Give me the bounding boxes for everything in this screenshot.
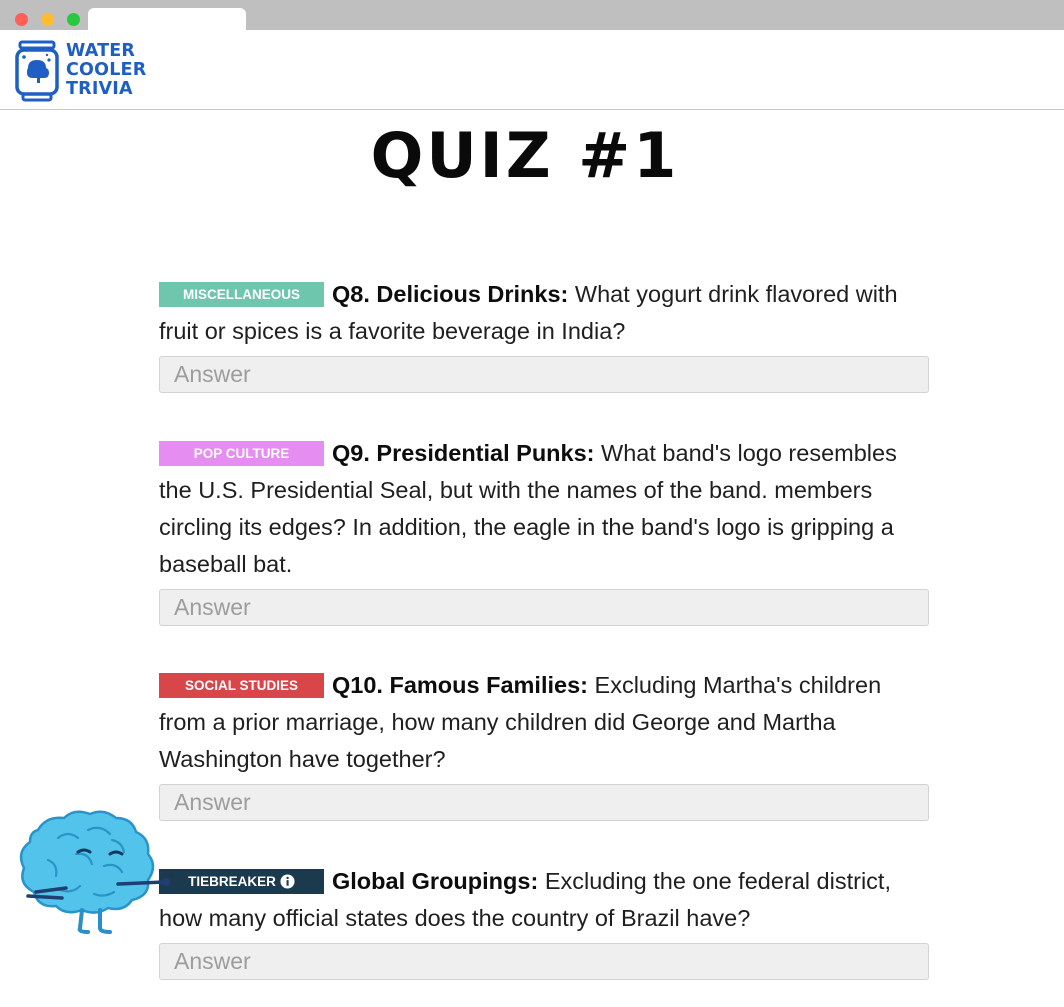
category-badge: MISCELLANEOUS bbox=[159, 282, 324, 307]
question-body: What yogurt drink flavored with fruit or spices is a favorite beverage in India? bbox=[159, 281, 898, 344]
info-icon[interactable] bbox=[280, 874, 295, 889]
water-cooler-brain-icon bbox=[14, 40, 60, 102]
browser-titlebar bbox=[0, 0, 1064, 30]
answer-input-tiebreaker[interactable] bbox=[159, 943, 929, 980]
question-body: Excluding the one federal district, how many official states does the country of Brazil have? bbox=[159, 868, 891, 931]
question-q9 bbox=[159, 435, 929, 626]
category-badge[interactable] bbox=[159, 869, 324, 894]
question-body: Excluding Martha's children from a prior marriage, how many children did George and Martha Washington have together? bbox=[159, 672, 882, 772]
question-tiebreaker bbox=[159, 863, 929, 980]
question-q10 bbox=[159, 667, 929, 821]
logo-line-1: WATER bbox=[66, 41, 136, 61]
answer-input-q8[interactable] bbox=[159, 356, 929, 393]
zoom-window-button[interactable] bbox=[67, 13, 80, 26]
question-text bbox=[159, 435, 929, 583]
question-text bbox=[159, 276, 929, 350]
question-body: What band's logo resembles the U.S. Presidential Seal, but with the names of the band. members circling its edges? In addition, the eagle in the band's logo is gripping a baseball bat. bbox=[159, 440, 897, 577]
answer-input-q10[interactable] bbox=[159, 784, 929, 821]
question-title: Q10. Famous Families: bbox=[332, 672, 588, 698]
logo-wordmark bbox=[66, 42, 166, 99]
minimize-window-button[interactable] bbox=[41, 13, 54, 26]
site-header bbox=[0, 30, 1064, 110]
logo-line-3: TRIVIA bbox=[66, 79, 133, 99]
question-title: Global Groupings: bbox=[332, 868, 539, 894]
page-title: QUIZ #1 bbox=[370, 119, 680, 192]
answer-input-q9[interactable] bbox=[159, 589, 929, 626]
close-window-button[interactable] bbox=[15, 13, 28, 26]
category-badge: SOCIAL STUDIES bbox=[159, 673, 324, 698]
question-title: Q8. Delicious Drinks: bbox=[332, 281, 569, 307]
category-badge-label: TIEBREAKER bbox=[188, 874, 276, 889]
logo-line-2: COOLER bbox=[66, 60, 147, 80]
site-logo[interactable] bbox=[14, 40, 154, 102]
question-title: Q9. Presidential Punks: bbox=[332, 440, 595, 466]
browser-tab[interactable] bbox=[88, 8, 246, 30]
question-text bbox=[159, 863, 929, 937]
brain-mascot-icon bbox=[8, 810, 178, 935]
category-badge: POP CULTURE bbox=[159, 441, 324, 466]
question-text bbox=[159, 667, 929, 778]
question-q8 bbox=[159, 276, 929, 393]
